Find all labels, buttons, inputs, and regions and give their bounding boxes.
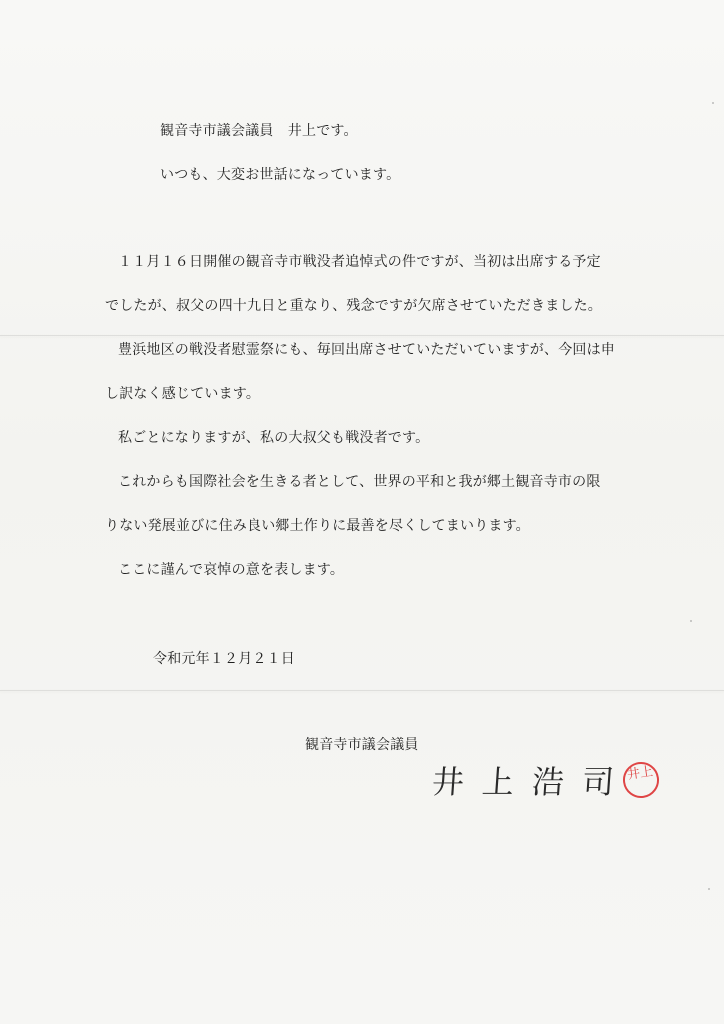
handwritten-signature: 井上浩司 xyxy=(430,763,634,801)
paragraph-4-line-2: りない発展並びに住み良い郷土作りに最善を尽くしてまいります。 xyxy=(105,518,530,534)
greeting-line-1: 観音寺市議会議員 井上です。 xyxy=(160,123,358,139)
letter-date: 令和元年１２月２１日 xyxy=(153,651,295,667)
paragraph-1-line-1: １１月１６日開催の観音寺市戦没者追悼式の件ですが、当初は出席する予定 xyxy=(118,254,601,270)
paper-speck xyxy=(712,102,714,104)
seal-text: 井上 xyxy=(626,764,655,783)
paragraph-4-line-1: これからも国際社会を生きる者として、世界の平和と我が郷土観音寺市の限 xyxy=(118,474,601,490)
signature-title: 観音寺市議会議員 xyxy=(305,737,419,753)
greeting-line-2: いつも、大変お世話になっています。 xyxy=(160,167,401,183)
paper-speck xyxy=(690,620,692,622)
paper-speck xyxy=(708,888,710,890)
paragraph-2-line-2: し訳なく感じています。 xyxy=(105,386,261,402)
paper-fold xyxy=(0,335,724,336)
paragraph-3-line-1: 私ごとになりますが、私の大叔父も戦没者です。 xyxy=(118,430,430,446)
paragraph-5-line-1: ここに謹んで哀悼の意を表します。 xyxy=(118,562,345,578)
paper-fold xyxy=(0,690,724,691)
paragraph-1-line-2: でしたが、叔父の四十九日と重なり、残念ですが欠席させていただきました。 xyxy=(105,298,602,314)
paragraph-2-line-1: 豊浜地区の戦没者慰霊祭にも、毎回出席させていただいていますが、今回は申 xyxy=(118,342,615,358)
